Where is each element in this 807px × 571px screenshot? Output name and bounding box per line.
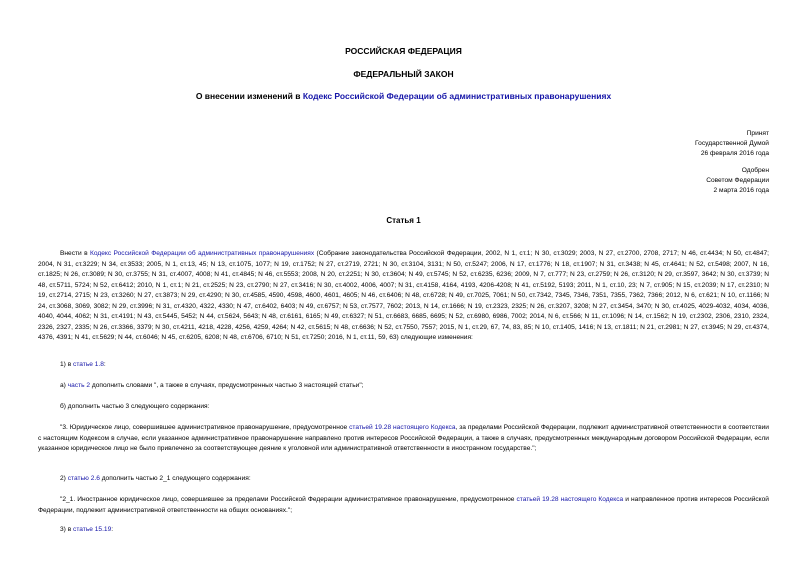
approved-label: Одобрен: [741, 167, 769, 174]
item-3: [38, 525, 769, 536]
item-1b: б) дополнить частью 3 следующего содержания:: [60, 403, 210, 410]
item-1a-prefix: а): [60, 382, 68, 389]
quote-part-3: [38, 423, 769, 455]
adopted-by: Государственной Думой: [695, 140, 769, 147]
article-19-28-link[interactable]: статьей 19.28 настоящего Кодекса: [349, 424, 456, 431]
item-1a: [38, 381, 769, 392]
law-title: [0, 91, 807, 102]
quote-part-2-1-prefix: "2_1. Иностранное юридическое лицо, совершившее за пределами Российской Федерации административное правонарушение, предусмотренное: [60, 496, 517, 503]
country-heading: РОССИЙСКАЯ ФЕДЕРАЦИЯ: [345, 46, 462, 56]
adoption-block-federation: [706, 166, 769, 196]
intro-prefix: Внести в: [60, 250, 90, 257]
part-2-link[interactable]: часть 2: [67, 382, 91, 389]
law-title-prefix: О внесении изменений в: [195, 91, 303, 101]
approved-date: 2 марта 2016 года: [713, 187, 769, 194]
code-link[interactable]: Кодекс Российской Федерации об административных правонарушениях: [302, 91, 612, 101]
item-2-text: дополнить частью 2_1 следующего содержания:: [99, 475, 251, 482]
intro-code-link[interactable]: Кодекс Российской Федерации об административных правонарушениях: [89, 250, 315, 257]
item-3-suffix: :: [111, 526, 114, 533]
quote-part-2-1-text: и направленное против интересов Российской Федерации, подлежит административной ответственности на общих основаниях.";: [38, 496, 769, 514]
article-1-8-link[interactable]: статье 1.8: [73, 361, 104, 368]
item-2: [38, 474, 769, 485]
intro-text: (Собрание законодательства Российской Федерации, 2002, N 1, ст.1; N 30, ст.3029; 2003, N 27, ст.2700, 2708, 2717; N 46, ст.4434; N 50, ст.4847; 2004, N 31, ст.3229; N 34, ст.3533; 2005, N 1, ст.13, 45; N 13, ст.1075, 1077; N 19, ст.1752; N 27, ст.2719, 2721; N 30, ст.3104, 3131; N 50, ст.5247; 2006, N 17, ст.1776; N 18, ст.1907; N 31, ст.3438; N 45, ст.4641; N 52, ст.5498; 2007, N 16, ст.1825; N 26, ст.3089; N 30, ст.3755; N 31, ст.4007, 4008; N 41, ст.4845; N 46, ст.5553; 2008, N 20, ст.2251; N 30, ст.3604; N 49, ст.5745; N 52, ст.6235, 6236; 2009, N 7, ст.777; N 23, ст.2759; N 26, ст.3120; N 29, ст.3597, 3642; N 30, ст.3739; N 48, ст.5711, 5724; N 52, ст.6412; 2010, N 1, ст.1; N 21, ст.2525; N 23, ст.2790; N 27, ст.3416; N 30, ст.4002, 4006, 4007; N 31, ст.4158, 4164, 4193, 4206-4208; N 41, ст.5192, 5193; 2011, N 1, ст.10, 23; N 7, ст.905; N 15, ст.2039; N 17, ст.2310; N 19, ст.2714, 2715; N 23, ст.3260; N 27, ст.3873; N 29, ст.4290; N 30, ст.4585, 4590, 4598, 4600, 4601, 4605; N 46, ст.6406; N 48, ст.6728; N 49, ст.7025, 7061; N 50, ст.7342, 7345, 7346, 7351, 7355, 7362, 7366; 2012, N 6, ст.621; N 10, ст.1166; N 24, ст.3068, 3069, 3082; N 29, ст.3996; N 31, ст.4320, 4322, 4330; N 47, ст.6402, 6403; N 49, ст.6757; N 53, ст.7577, 7602; 2013, N 14, ст.1666; N 19, ст.2323, 2325; N 26, ст.3207, 3208; N 27, ст.3454, 3470; N 30, ст.4025, 4029-4032, 4034, 4036, 4040, 4044, 4062; N 31, ст.4191; N 43, ст.5445, 5452; N 44, ст.5624, 5643; N 48, ст.6161, 6165; N 49, ст.6327; N 51, ст.6683, 6685, 6695; N 52, ст.6980, 6986, 7002; 2014, N 6, ст.566; N 11, ст.1096; N 14, ст.1562; N 19, ст.2302, 2306, 2310, 2324, 2326, 2327, 2335; N 26, ст.3366, 3379; N 30, ст.4211, 4218, 4228, 4256, 4259, 4264; N 42, ст.5615; N 48, ст.6636; N 52, ст.7550, 7557; 2015, N 1, ст.29, 67, 74, 83, 85; N 10, ст.1405, 1416; N 13, ст.1811; N 21, ст.2981; N 27, ст.3945; N 29, ст.4374, 4376, 4391; N 41, ст.5629; N 44, ст.6046; N 45, ст.6205, 6208; N 48, ст.6706, 6710; N 51, ст.7250; 2016, N 1, ст.11, 59, 63) следующие изменения:: [38, 250, 769, 341]
adoption-block-duma: [695, 129, 769, 159]
quote-part-2-1: [38, 495, 769, 516]
article-2-6-link[interactable]: статью 2.6: [67, 475, 100, 482]
approved-by: Советом Федерации: [706, 177, 769, 184]
item-1-suffix: :: [103, 361, 106, 368]
law-type-heading: ФЕДЕРАЛЬНЫЙ ЗАКОН: [353, 69, 454, 79]
item-1: [38, 360, 769, 371]
article-15-19-link[interactable]: статье 15.19: [73, 526, 112, 533]
intro-paragraph: [38, 249, 769, 344]
article-19-28-link-2[interactable]: статьей 19.28 настоящего Кодекса: [516, 496, 624, 503]
item-3-prefix: 3) в: [60, 526, 74, 533]
adopted-date: 26 февраля 2016 года: [700, 150, 769, 157]
item-2-prefix: 2): [60, 475, 68, 482]
quote-part-3-text: , за пределами Российской Федерации, подлежит административной ответственности в соответствии с настоящим Кодексом в случае, если указанное административное правонарушение направлено против интересов Российской Федерации, а также в случаях, предусмотренных международным договором Российской Федерации, если указанное юридическое лицо не было привлечено за соответствующее деяние к уголовной или административной ответственности в иностранном государстве.";: [38, 424, 769, 452]
item-1-prefix: 1) в: [60, 361, 74, 368]
article-title: Статья 1: [386, 216, 421, 225]
adopted-label: Принят: [746, 130, 769, 137]
item-1a-text: дополнить словами ", а также в случаях, предусмотренных частью 3 настоящей статьи";: [90, 382, 364, 389]
quote-part-3-prefix: "3. Юридическое лицо, совершившее административное правонарушение, предусмотренное: [60, 424, 350, 431]
